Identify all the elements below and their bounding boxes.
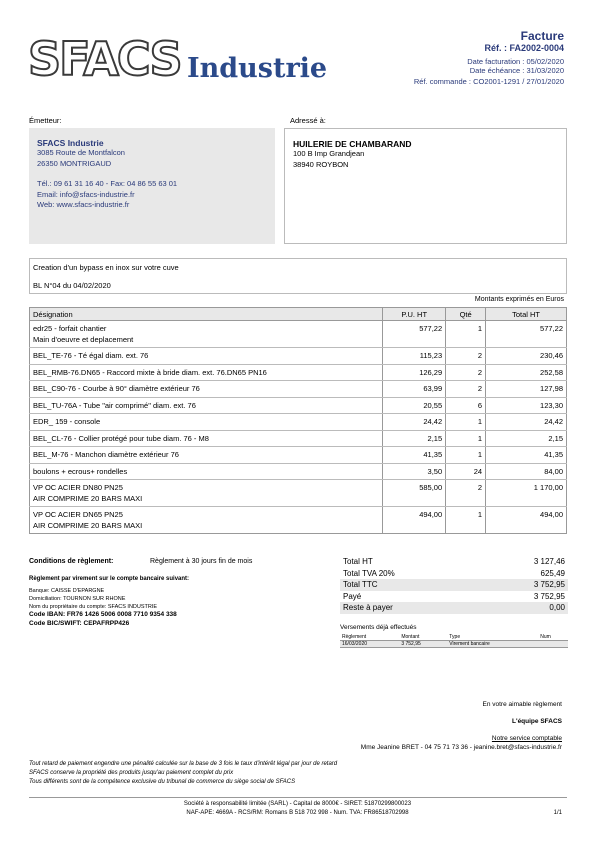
cell-unit-price: 494,00 [383, 507, 446, 534]
cell-designation [30, 414, 383, 431]
payment-type: Virement bancaire [447, 641, 538, 648]
bic-code: Code BIC/SWIFT: CEPAFRPP426 [29, 620, 130, 627]
recipient-address1: 100 B Imp Grandjean [293, 149, 365, 158]
description-line2: BL N°04 du 04/02/2020 [33, 281, 111, 290]
item-designation-detail: AIR COMPRIME 20 BARS MAXI [33, 493, 143, 503]
item-designation: VP OC ACIER DN80 PN25 [33, 483, 123, 492]
sender-name: SFACS Industrie [37, 138, 104, 148]
recipient-box [284, 128, 567, 244]
recipient-name: HUILERIE DE CHAMBARAND [293, 139, 412, 149]
footer-registration: NAF-APE: 4669A - RCS/RM: Romans B 518 702 998 - Num. TVA: FR86518702998 [186, 810, 409, 816]
signature-team: L'équipe SFACS [512, 718, 562, 725]
cell-total: 252,58 [486, 364, 567, 381]
table-row [30, 480, 567, 507]
cell-designation [30, 463, 383, 480]
cell-total: 41,35 [486, 447, 567, 464]
currency-note: Montants exprimés en Euros [474, 296, 564, 303]
cell-quantity: 2 [446, 364, 486, 381]
table-row [30, 507, 567, 534]
conditions-label: Conditions de règlement: [29, 558, 114, 565]
cell-unit-price: 41,35 [383, 447, 446, 464]
sender-address1: 3085 Route de Montfalcon [37, 148, 125, 157]
cell-total: 24,42 [486, 414, 567, 431]
totals-value: 625,49 [540, 568, 565, 578]
table-row [30, 414, 567, 431]
table-row [30, 447, 567, 464]
totals-value: 3 752,95 [479, 579, 568, 591]
payments-header-amount: Montant [399, 634, 447, 641]
description-line1: Creation d'un bypass en inox sur votre cuve [33, 263, 179, 272]
item-designation: BEL_C90-76 - Courbe à 90° diamètre extérieur 76 [33, 384, 200, 393]
table-row [30, 381, 567, 398]
table-row [30, 321, 567, 348]
table-row [30, 463, 567, 480]
legal-ownership: SFACS conserve la propriété des produits jusqu'au paiement complet du prix [29, 770, 234, 776]
payment-date: 16/03/2020 [340, 641, 399, 648]
bank-name: Banque: CAISSE D'EPARGNE [29, 588, 105, 594]
cell-quantity: 1 [446, 321, 486, 348]
item-designation: BEL_TU-76A - Tube "air comprimé" diam. ext. 76 [33, 400, 196, 410]
sender-tel: Tél.: 09 61 31 16 40 - Fax: 04 86 55 63 01 [37, 179, 178, 188]
totals-row [340, 579, 568, 591]
item-designation-detail: Main d'oeuvre et deplacement [33, 334, 134, 344]
cell-total: 84,00 [486, 463, 567, 480]
payment-row [340, 641, 568, 648]
signature-service: Notre service comptable [491, 735, 562, 742]
invoice-date: Date facturation : 05/02/2020 [467, 57, 564, 66]
cell-quantity: 24 [446, 463, 486, 480]
cell-unit-price: 126,29 [383, 364, 446, 381]
cell-quantity: 2 [446, 381, 486, 398]
signature-greeting: En votre aimable règlement [482, 701, 562, 708]
cell-designation [30, 321, 383, 348]
cell-unit-price: 20,55 [383, 397, 446, 414]
logo-industrie-text: Industrie [187, 53, 328, 84]
payments-header-type: Type [447, 634, 538, 641]
payments-title: Versements déjà effectués [340, 624, 417, 631]
due-date: Date échéance : 31/03/2020 [469, 66, 564, 75]
table-row [30, 397, 567, 414]
cell-designation [30, 430, 383, 447]
item-designation: BEL_CL-76 - Collier protégé pour tube diam. 76 - M8 [33, 433, 209, 443]
totals-label: Payé [343, 591, 362, 601]
cell-quantity: 1 [446, 447, 486, 464]
transfer-title: Règlement par virement sur le compte bancaire suivant: [29, 576, 190, 582]
legal-penalty: Tout retard de paiement engendre une pénalité calculée sur la base de 3 fois le taux d'intérêt légal par jour de retard [29, 761, 338, 767]
totals-table [340, 556, 568, 614]
cell-total: 127,98 [486, 381, 567, 398]
payments-header-num: Num [538, 634, 568, 641]
cell-quantity: 1 [446, 507, 486, 534]
cell-unit-price: 24,42 [383, 414, 446, 431]
table-row [30, 430, 567, 447]
cell-designation [30, 507, 383, 534]
cell-unit-price: 2,15 [383, 430, 446, 447]
totals-value: 3 127,46 [533, 557, 565, 566]
legal-jurisdiction: Tous différents sont de la compétence exclusive du tribunal de commerce du siège social de SFACS [29, 779, 296, 785]
cell-designation [30, 480, 383, 507]
footer-divider [29, 797, 567, 798]
cell-quantity: 2 [446, 480, 486, 507]
item-designation-detail: AIR COMPRIME 20 BARS MAXI [33, 520, 143, 530]
totals-row [340, 568, 568, 580]
items-table [29, 307, 567, 534]
cell-designation [30, 381, 383, 398]
company-logo [28, 34, 328, 84]
page-number: 1/1 [553, 810, 562, 816]
cell-unit-price: 585,00 [383, 480, 446, 507]
cell-designation [30, 397, 383, 414]
cell-designation [30, 348, 383, 365]
payments-header-date: Règlement [340, 634, 399, 641]
totals-label: Total HT [343, 557, 373, 566]
totals-label: Total TTC [340, 579, 479, 591]
cell-quantity: 6 [446, 397, 486, 414]
header-designation: Désignation [30, 308, 383, 321]
cell-unit-price: 115,23 [383, 348, 446, 365]
cell-total: 2,15 [486, 430, 567, 447]
totals-value: 3 752,95 [533, 591, 565, 601]
totals-label: Total TVA 20% [343, 568, 395, 578]
sender-email: Email: info@sfacs-industrie.fr [37, 189, 135, 199]
document-title: Facture [520, 29, 564, 43]
cell-total: 1 170,00 [486, 480, 567, 507]
cell-unit-price: 63,99 [383, 381, 446, 398]
cell-total: 494,00 [486, 507, 567, 534]
signature-contact: Mme Jeanine BRET - 04 75 71 73 36 - jeanine.bret@sfacs-industrie.fr [360, 744, 562, 751]
items-header-row [30, 308, 567, 321]
item-designation: BEL_M-76 - Manchon diamètre extérieur 76 [33, 450, 179, 459]
recipient-address2: 38940 ROYBON [293, 159, 349, 169]
item-designation: VP OC ACIER DN65 PN25 [33, 510, 123, 519]
cell-unit-price: 577,22 [383, 321, 446, 348]
recipient-label: Adressé à: [290, 116, 326, 125]
logo-sfacs-text: SFACS [28, 32, 181, 86]
cell-designation [30, 447, 383, 464]
payment-amount: 3 752,95 [399, 641, 447, 648]
order-reference: Réf. commande : CO2001-1291 / 27/01/2020 [413, 77, 564, 86]
cell-quantity: 1 [446, 430, 486, 447]
sender-address2: 26350 MONTRIGAUD [37, 158, 112, 168]
payment-num [538, 641, 568, 648]
header-quantity: Qté [446, 308, 486, 321]
cell-quantity: 1 [446, 414, 486, 431]
bank-domiciliation: Domiciliation: TOURNON SUR RHONE [29, 596, 126, 602]
sender-label: Émetteur: [29, 116, 62, 125]
cell-designation [30, 364, 383, 381]
table-row [30, 364, 567, 381]
header-unit-price: P.U. HT [383, 308, 446, 321]
item-designation: BEL_RMB-76.DN65 - Raccord mixte à bride diam. ext. 76.DN65 PN16 [33, 367, 267, 377]
cell-unit-price: 3,50 [383, 463, 446, 480]
item-designation: boulons + ecrous+ rondelles [33, 466, 128, 476]
cell-total: 230,46 [486, 348, 567, 365]
totals-label: Reste à payer [340, 602, 479, 614]
description-box [29, 258, 567, 294]
item-designation: edr25 - forfait chantier [33, 324, 107, 333]
payments-table [340, 634, 568, 648]
totals-row [340, 602, 568, 614]
table-row [30, 348, 567, 365]
totals-row [340, 591, 568, 603]
totals-value: 0,00 [479, 602, 568, 614]
cell-quantity: 2 [446, 348, 486, 365]
cell-total: 123,30 [486, 397, 567, 414]
footer-company-info: Société à responsabilité limitée (SARL) - Capital de 8000€ - SIRET: 51870299800023 [183, 801, 412, 807]
iban-code: Code IBAN: FR76 1426 5006 0008 7710 9354 338 [29, 611, 177, 618]
header-total: Total HT [486, 308, 567, 321]
cell-total: 577,22 [486, 321, 567, 348]
item-designation: BEL_TE-76 - Té égal diam. ext. 76 [33, 351, 149, 360]
invoice-reference: Réf. : FA2002-0004 [484, 43, 564, 53]
item-designation: EDR_ 159 - console [33, 417, 101, 426]
totals-row [340, 556, 568, 568]
conditions-value: Règlement à 30 jours fin de mois [150, 558, 253, 565]
sender-box [29, 128, 275, 244]
sender-web: Web: www.sfacs-industrie.fr [37, 200, 130, 209]
account-owner: Nom du propriétaire du compte: SFACS INDUSTRIE [29, 604, 158, 610]
